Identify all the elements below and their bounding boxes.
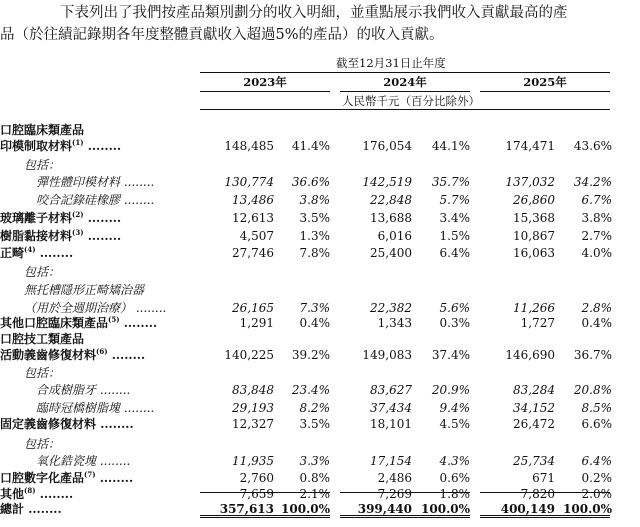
row-label (24, 435, 60, 453)
year-header-2023: 2023年 (243, 75, 287, 89)
leader-dots: ........ (120, 401, 155, 415)
cell-2024-amount: 83,627 (370, 383, 412, 397)
table-row (0, 364, 640, 382)
row-label (0, 244, 73, 262)
cell-2024-pct: 5.6% (439, 301, 470, 315)
cell-2025-pct: 3.8% (581, 211, 612, 225)
row-label (0, 209, 121, 227)
table-row (0, 263, 640, 281)
row-label (0, 500, 62, 518)
cell-2024-amount: 142,519 (362, 175, 412, 189)
cell-2025-amount: 1,727 (520, 316, 555, 330)
leader-dots: ........ (35, 246, 74, 260)
cell-2023-amount: 130,774 (224, 175, 274, 189)
cell-2025-amount: 26,860 (513, 193, 555, 207)
period-header: 截至12月31日止年度 (336, 56, 446, 70)
leader-dots: ........ (95, 471, 134, 485)
cell-2025-pct: 2.8% (581, 301, 612, 315)
cell-2023-amount: 26,165 (232, 301, 274, 315)
cell-2024-pct: 44.1% (431, 139, 470, 153)
year-header-2025: 2025年 (523, 75, 567, 89)
table-row (0, 227, 640, 245)
row-label (24, 364, 60, 382)
leader-dots: ........ (132, 301, 167, 315)
row-label-text: 口腔技工類產品 (0, 332, 85, 346)
table-row (0, 452, 640, 470)
cell-2024-amount: 176,054 (362, 139, 412, 153)
cell-2023-pct: 3.5% (299, 211, 330, 225)
footnote-marker: (7) (84, 470, 96, 479)
row-label-text: 包括： (24, 366, 61, 380)
row-label (36, 191, 154, 209)
row-label (0, 227, 121, 245)
cell-2025-amount: 400,149 (500, 502, 555, 516)
cell-2024-amount: 7,269 (377, 487, 412, 501)
cell-2023-amount: 13,486 (232, 193, 274, 207)
table-row (0, 381, 640, 399)
cell-2023-amount: 1,291 (239, 316, 274, 330)
cell-2023-amount: 7,659 (239, 487, 274, 501)
cell-2024-amount: 22,848 (370, 193, 412, 207)
total-bottom-rule2-2023 (200, 517, 330, 518)
leader-dots: ........ (83, 139, 122, 153)
cell-2024-amount: 2,486 (377, 471, 412, 485)
cell-2023-pct: 3.3% (299, 454, 330, 468)
cell-2025-pct: 6.7% (581, 193, 612, 207)
cell-2025-pct: 0.2% (581, 471, 612, 485)
leader-dots: ........ (83, 211, 122, 225)
row-label-text: （用於全週期治療） (24, 301, 133, 315)
row-label-text: 無托槽隱形正畸矯治器 (24, 283, 145, 297)
cell-2023-pct: 23.4% (291, 383, 330, 397)
row-label-text: 合成樹脂牙 (36, 383, 97, 397)
cell-2025-pct: 34.2% (573, 175, 612, 189)
footnote-marker: (6) (96, 347, 108, 356)
cell-2023-pct: 0.4% (299, 316, 330, 330)
cell-2024-pct: 1.5% (439, 229, 470, 243)
cell-2024-pct: 4.5% (439, 417, 470, 431)
row-label (24, 156, 60, 174)
table-row (0, 435, 640, 453)
total-bottom-rule2-2024 (340, 517, 470, 518)
cell-2024-pct: 3.4% (439, 211, 470, 225)
row-label-text: 咬合記錄硅橡膠 (36, 193, 121, 207)
table-row (0, 191, 640, 209)
cell-2025-pct: 6.6% (581, 417, 612, 431)
cell-2023-pct: 41.4% (291, 139, 330, 153)
row-label (36, 452, 130, 470)
cell-2025-pct: 2.0% (581, 487, 612, 501)
footnote-marker: (8) (24, 486, 36, 495)
cell-2025-amount: 7,820 (520, 487, 555, 501)
cell-2023-amount: 29,193 (232, 401, 274, 415)
cell-2023-pct: 2.1% (299, 487, 330, 501)
footnote-marker: (2) (72, 210, 84, 219)
cell-2025-amount: 34,152 (513, 401, 555, 415)
cell-2023-amount: 140,225 (224, 348, 274, 362)
table-row (0, 173, 640, 191)
cell-2025-pct: 8.5% (581, 401, 612, 415)
row-label-text: 臨時冠橋樹脂塊 (36, 401, 121, 415)
total-top-rule-2024 (340, 492, 470, 493)
unit-rule (200, 109, 610, 110)
cell-2024-pct: 37.4% (431, 348, 470, 362)
cell-2025-amount: 137,032 (505, 175, 555, 189)
leader-dots: ........ (35, 487, 74, 501)
cell-2024-amount: 25,400 (370, 246, 412, 260)
row-label (36, 381, 130, 399)
cell-2023-amount: 11,935 (232, 454, 274, 468)
row-label-text: 包括： (24, 158, 61, 172)
total-bottom-rule2-2025 (480, 517, 610, 518)
cell-2024-amount: 18,101 (370, 417, 412, 431)
cell-2024-amount: 6,016 (377, 229, 412, 243)
cell-2024-amount: 149,083 (362, 348, 412, 362)
unit-header: 人民幣千元（百分比除外） (342, 94, 480, 108)
table-row (0, 156, 640, 174)
cell-2025-pct: 4.0% (581, 246, 612, 260)
footnote-marker: (5) (108, 315, 120, 324)
table-row (0, 209, 640, 227)
row-label-text: 印模制取材料 (0, 139, 73, 153)
total-top-rule-2025 (480, 492, 610, 493)
year-rule-2025 (480, 91, 610, 92)
total-top-rule-2023 (200, 492, 330, 493)
cell-2025-amount: 16,063 (513, 246, 555, 260)
intro-line-1: 下表列出了我們按產品類別劃分的收入明細，並重點展示我們收入貢獻最高的產 (60, 5, 568, 21)
cell-2025-pct: 2.7% (581, 229, 612, 243)
cell-2023-pct: 1.3% (299, 229, 330, 243)
row-label-text: 活動義齒修復材料 (0, 348, 97, 362)
total-bottom-rule-2025 (480, 515, 610, 516)
cell-2024-amount: 1,343 (377, 316, 412, 330)
intro-paragraph (0, 2, 636, 46)
row-label-text: 固定義齒修復材料 (0, 417, 97, 431)
cell-2024-pct: 5.7% (439, 193, 470, 207)
table-row (0, 244, 640, 262)
cell-2024-pct: 6.4% (439, 246, 470, 260)
row-label-text: 口腔臨床類產品 (0, 123, 85, 137)
cell-2023-pct: 100.0% (281, 502, 330, 516)
row-label-text: 包括： (24, 437, 61, 451)
cell-2023-pct: 7.3% (299, 301, 330, 315)
footnote-marker: (4) (24, 245, 36, 254)
cell-2024-amount: 22,382 (370, 301, 412, 315)
row-label-text: 正畸 (0, 246, 25, 260)
cell-2025-amount: 25,734 (513, 454, 555, 468)
cell-2023-amount: 357,613 (219, 502, 274, 516)
table-row (0, 281, 640, 299)
leader-dots: ........ (120, 175, 155, 189)
period-rule (200, 72, 610, 73)
row-label-text: 彈性體印模材料 (36, 175, 121, 189)
cell-2024-pct: 100.0% (421, 502, 470, 516)
cell-2025-amount: 10,867 (513, 229, 555, 243)
cell-2023-pct: 7.8% (299, 246, 330, 260)
total-bottom-rule-2023 (200, 515, 330, 516)
row-label-text: 包括： (24, 265, 61, 279)
cell-2023-pct: 3.5% (299, 417, 330, 431)
cell-2024-pct: 0.3% (439, 316, 470, 330)
cell-2024-amount: 37,434 (370, 401, 412, 415)
cell-2023-amount: 83,848 (232, 383, 274, 397)
year-rule-2023 (200, 91, 330, 92)
row-label (36, 173, 154, 191)
cell-2023-amount: 12,613 (232, 211, 274, 225)
leader-dots: ........ (107, 348, 146, 362)
cell-2025-pct: 6.4% (581, 454, 612, 468)
row-label-text: 其他 (0, 487, 25, 501)
cell-2025-amount: 174,471 (505, 139, 555, 153)
cell-2023-amount: 4,507 (239, 229, 274, 243)
leader-dots: ........ (96, 417, 134, 431)
leader-dots: ........ (96, 383, 131, 397)
cell-2025-amount: 15,368 (513, 211, 555, 225)
row-label (0, 346, 145, 364)
leader-dots: ........ (24, 502, 62, 516)
row-label (0, 137, 121, 155)
cell-2025-amount: 26,472 (513, 417, 555, 431)
cell-2024-pct: 0.6% (439, 471, 470, 485)
cell-2025-amount: 11,266 (513, 301, 555, 315)
cell-2023-pct: 39.2% (291, 348, 330, 362)
cell-2025-pct: 20.8% (573, 383, 612, 397)
row-label (0, 415, 134, 433)
cell-2023-pct: 0.8% (299, 471, 330, 485)
cell-2025-pct: 36.7% (573, 348, 612, 362)
cell-2025-pct: 0.4% (581, 316, 612, 330)
row-label (24, 281, 144, 299)
cell-2023-amount: 12,327 (232, 417, 274, 431)
cell-2024-amount: 17,154 (370, 454, 412, 468)
cell-2023-pct: 3.8% (299, 193, 330, 207)
row-label (24, 263, 60, 281)
cell-2025-amount: 671 (532, 471, 555, 485)
cell-2024-amount: 13,688 (370, 211, 412, 225)
row-label-text: 口腔數字化產品 (0, 471, 85, 485)
cell-2024-pct: 20.9% (431, 383, 470, 397)
cell-2023-amount: 148,485 (224, 139, 274, 153)
year-header-2024: 2024年 (383, 75, 427, 89)
cell-2023-pct: 8.2% (299, 401, 330, 415)
leader-dots: ........ (96, 454, 131, 468)
table-row (0, 137, 640, 155)
leader-dots: ........ (120, 193, 155, 207)
cell-2025-pct: 43.6% (573, 139, 612, 153)
row-label-text: 總計 (0, 502, 25, 516)
row-label-text: 氧化鋯瓷塊 (36, 454, 97, 468)
row-label-text: 樹脂黏接材料 (0, 229, 73, 243)
table-row (0, 346, 640, 364)
row-label-text: 其他口腔臨床類產品 (0, 316, 109, 330)
cell-2025-pct: 100.0% (563, 502, 612, 516)
row-label-text: 玻璃離子材料 (0, 211, 73, 225)
table-row (0, 415, 640, 433)
cell-2023-amount: 2,760 (239, 471, 274, 485)
cell-2024-pct: 35.7% (431, 175, 470, 189)
cell-2024-amount: 399,440 (357, 502, 412, 516)
cell-2023-amount: 27,746 (232, 246, 274, 260)
cell-2024-pct: 1.8% (439, 487, 470, 501)
cell-2024-pct: 4.3% (439, 454, 470, 468)
leader-dots: ........ (119, 316, 158, 330)
cell-2025-amount: 83,284 (513, 383, 555, 397)
footnote-marker: (3) (72, 228, 84, 237)
total-bottom-rule-2024 (340, 515, 470, 516)
cell-2023-pct: 36.6% (291, 175, 330, 189)
cell-2025-amount: 146,690 (505, 348, 555, 362)
leader-dots: ........ (83, 229, 122, 243)
year-rule-2024 (340, 91, 470, 92)
cell-2024-pct: 9.4% (439, 401, 470, 415)
footnote-marker: (1) (72, 138, 84, 147)
intro-line-2: 品（於往績記錄期各年度整體貢獻收入超過5%的產品）的收入貢獻。 (0, 27, 444, 43)
